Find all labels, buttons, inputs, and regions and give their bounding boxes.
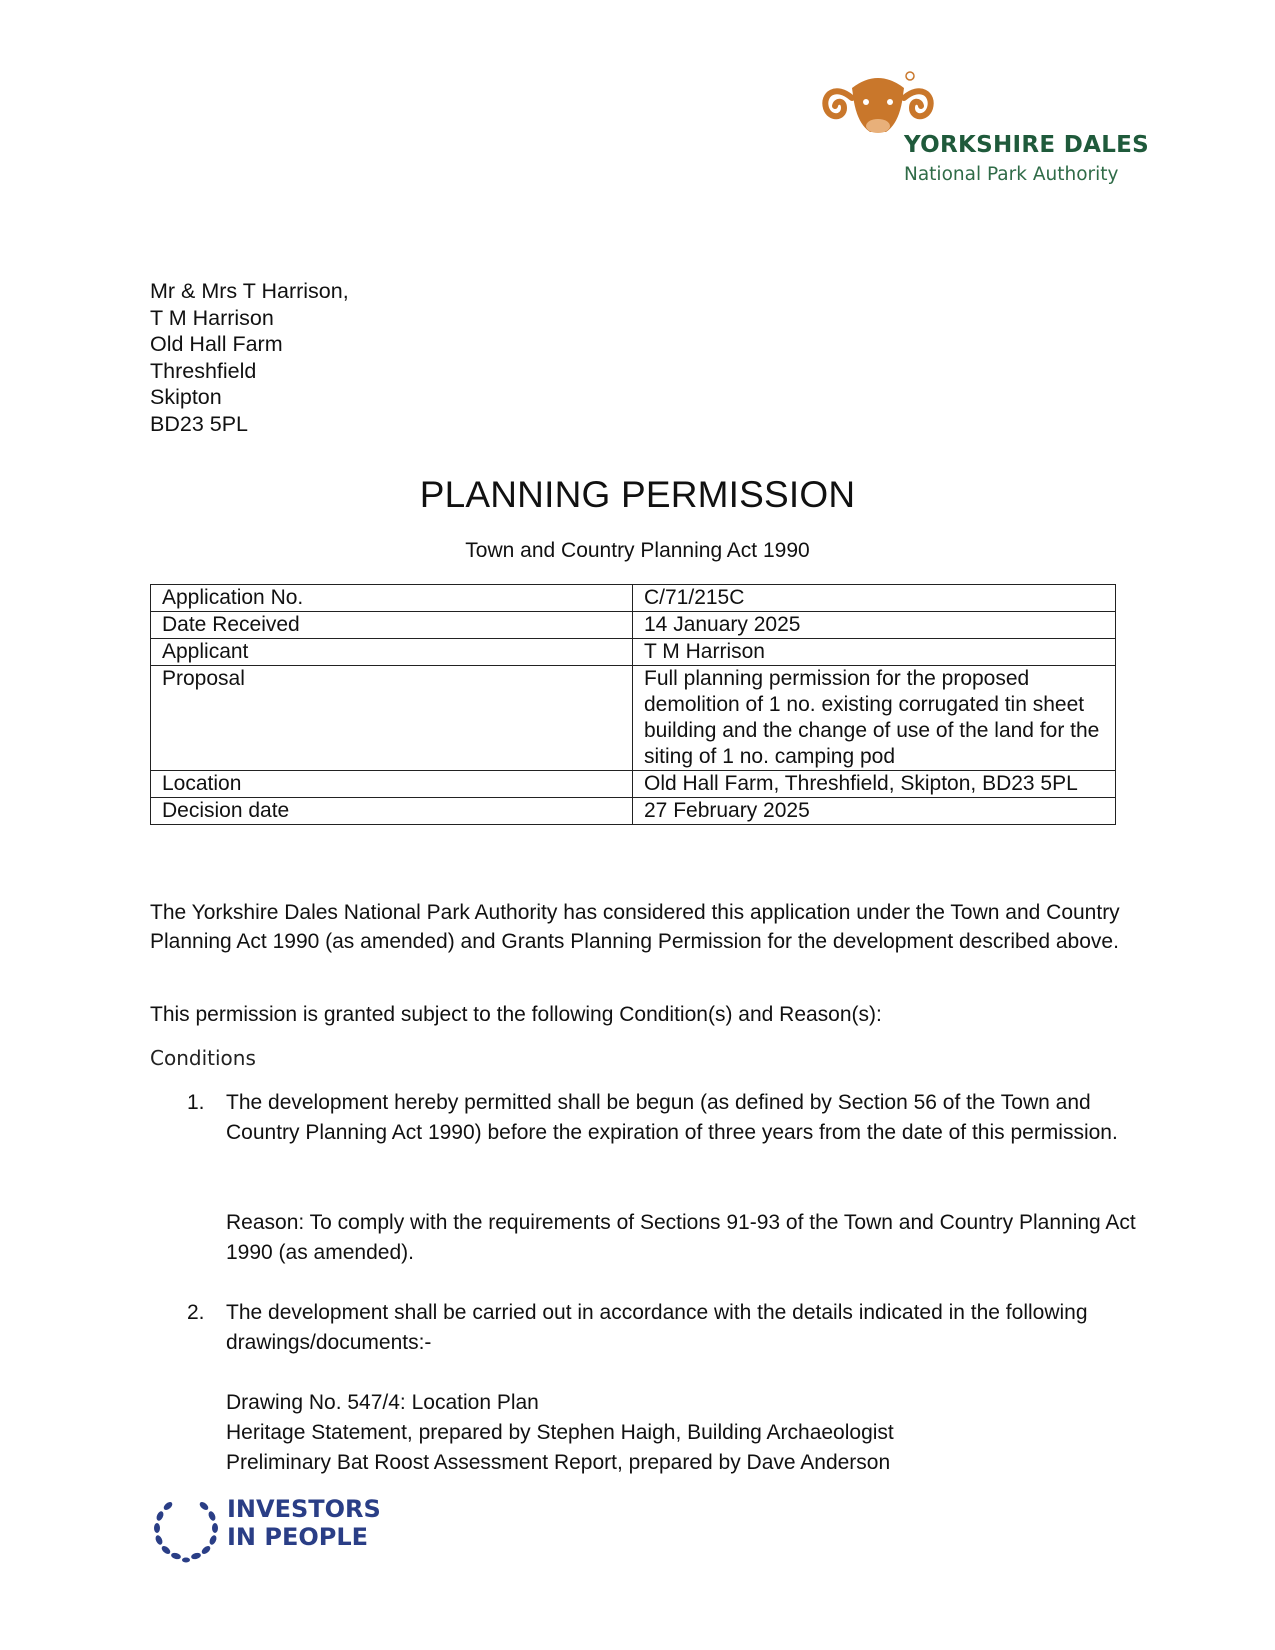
condition-2-documents bbox=[187, 1388, 1137, 1478]
condition-1 bbox=[187, 1088, 1137, 1148]
application-details-table bbox=[150, 584, 1116, 825]
iip-line2: IN PEOPLE bbox=[227, 1523, 369, 1551]
address-line: Mr & Mrs T Harrison, bbox=[150, 279, 349, 303]
laurel-wreath-icon bbox=[150, 1494, 222, 1564]
row-label: Location bbox=[151, 771, 633, 798]
row-label: Date Received bbox=[151, 612, 633, 639]
condition-text: The development hereby permitted shall be begun (as defined by Section 56 of the Town and Country Planning Act 1990) before the expiration of three years from the date of this permission. bbox=[226, 1091, 1118, 1144]
row-value: 14 January 2025 bbox=[633, 612, 1116, 639]
ram-head-icon bbox=[822, 68, 934, 140]
address-line: BD23 5PL bbox=[150, 411, 249, 436]
row-value: C/71/215C bbox=[633, 585, 1116, 612]
investors-in-people-text bbox=[227, 1495, 381, 1551]
row-value: 27 February 2025 bbox=[633, 798, 1116, 825]
condition-1-reason bbox=[187, 1208, 1137, 1268]
document-list-item: Drawing No. 547/4: Location Plan bbox=[226, 1391, 539, 1414]
address-line: Skipton bbox=[150, 385, 222, 409]
table-row bbox=[151, 639, 1116, 666]
condition-2 bbox=[187, 1298, 1137, 1358]
org-name-line1: YORKSHIRE DALES bbox=[904, 132, 1150, 158]
row-label: Applicant bbox=[151, 639, 633, 666]
document-list-item: Heritage Statement, prepared by Stephen Haigh, Building Archaeologist bbox=[226, 1421, 894, 1444]
document-title: PLANNING PERMISSION bbox=[419, 474, 856, 515]
conditions-heading: Conditions bbox=[150, 1046, 256, 1070]
condition-reason: Reason: To comply with the requirements of Sections 91-93 of the Town and Country Planning Act 1990 (as amended). bbox=[226, 1211, 1136, 1264]
iip-line1: INVESTORS bbox=[227, 1495, 381, 1523]
document-subtitle: Town and Country Planning Act 1990 bbox=[465, 539, 810, 562]
table-row bbox=[151, 585, 1116, 612]
intro-paragraph: The Yorkshire Dales National Park Authority has considered this application under the Town and Country Planning Act 1990 (as amended) and Grants Planning Permission for the development described above. bbox=[150, 901, 1120, 953]
yorkshire-dales-logo bbox=[800, 68, 1150, 198]
document-list-item: Preliminary Bat Roost Assessment Report, prepared by Dave Anderson bbox=[226, 1451, 891, 1474]
row-label: Decision date bbox=[151, 798, 633, 825]
org-name-line2: National Park Authority bbox=[904, 164, 1119, 185]
recipient-address bbox=[150, 278, 349, 437]
address-line: Threshfield bbox=[150, 358, 257, 383]
table-row bbox=[151, 666, 1116, 771]
condition-number: 1. bbox=[187, 1091, 205, 1114]
row-label: Proposal bbox=[151, 666, 633, 771]
table-row bbox=[151, 798, 1116, 825]
row-value: T M Harrison bbox=[633, 639, 1116, 666]
table-row bbox=[151, 771, 1116, 798]
investors-in-people-logo bbox=[150, 1494, 390, 1574]
condition-number: 2. bbox=[187, 1301, 205, 1324]
row-value: Old Hall Farm, Threshfield, Skipton, BD23 5PL bbox=[633, 771, 1116, 798]
address-line: T M Harrison bbox=[150, 305, 274, 330]
row-label: Application No. bbox=[151, 585, 633, 612]
table-row bbox=[151, 612, 1116, 639]
subject-line: This permission is granted subject to the following Condition(s) and Reason(s): bbox=[150, 1003, 882, 1026]
row-value: Full planning permission for the proposed demolition of 1 no. existing corrugated tin sheet building and the change of use of the land for the siting of 1 no. camping pod bbox=[633, 666, 1116, 771]
condition-text: The development shall be carried out in accordance with the details indicated in the following drawings/documents:- bbox=[226, 1301, 1088, 1354]
address-line: Old Hall Farm bbox=[150, 332, 283, 356]
